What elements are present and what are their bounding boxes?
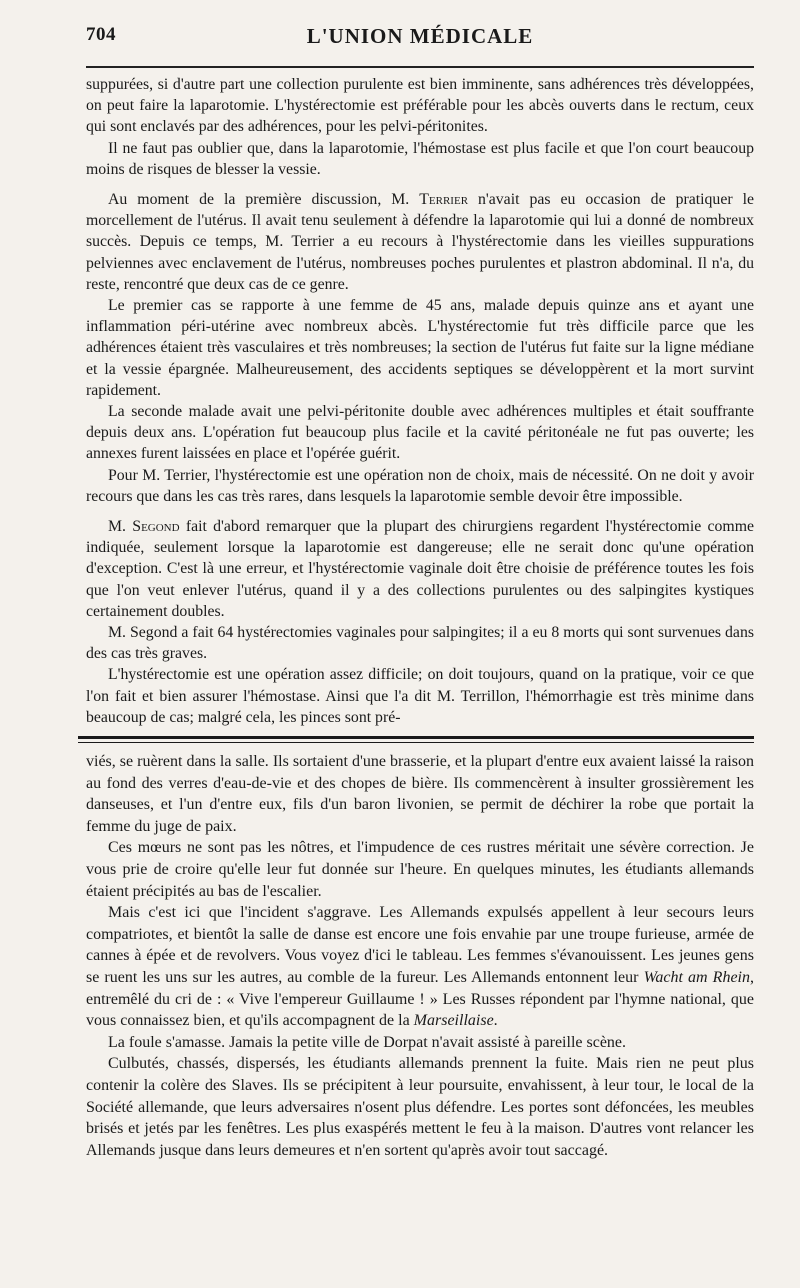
paragraph [86, 902, 754, 1032]
paragraph: Culbutés, chassés, dispersés, les étudiants allemands prennent la fuite. Mais rien ne peut plus contenir la colère des Slaves. Ils se précipitent à leur poursuite, envahissent, à leur tour, le local de la Société allemande, que leurs adversaires n'osent plus défendre. Les portes sont défoncées, les meubles brisés et jetés par les fenêtres. Les plus exaspérés mettent le feu à la maison. D'autres vont relancer les Allemands jusque dans leurs demeures et n'en sortent qu'après avoir tout saccagé. [86, 1055, 754, 1159]
paragraph [86, 516, 754, 622]
feuilleton-divider [78, 736, 754, 743]
paragraph: Pour M. Terrier, l'hystérectomie est une opération non de choix, mais de nécessité. On ne doit y avoir recours que dans les cas très rares, dans lesquels la laparotomie semble devoir être impossible. [86, 466, 754, 505]
header-rule [86, 66, 754, 68]
paragraph: La foule s'amasse. Jamais la petite ville de Dorpat n'avait assisté à pareille scène. [108, 1033, 627, 1051]
journal-title: L'UNION MÉDICALE [306, 24, 534, 48]
page-number: 704 [86, 24, 116, 45]
paragraph: suppurées, si d'autre part une collection purulente est bien imminente, sans adhérences très développées, on peut faire la laparotomie. L'hystérectomie est préférable pour les abcès ouverts dans le rectum, ceux qui sont enclavés par des adhérences, pour les pelvi-péritonites. [86, 76, 754, 136]
text-run: n'avait pas eu occasion de pratiquer le morcellement de l'utérus. Il avait tenu seulement à défendre la laparotomie qui lui a donné de nombreux succès. Depuis ce temps, M. Terrier a eu recours à l'hystérectomie dans les vieilles suppurations pelviennes avec enclavement de l'utérus, nombreuses poches purulentes et plastron abdominal. Il n'a, du reste, rencontré que deux cas de ce genre. [86, 191, 755, 293]
paragraph: M. Segond a fait 64 hystérectomies vaginales pour salpingites; il a eu 8 morts qui sont survenues dans des cas très graves. [86, 624, 754, 663]
text-run: fait d'abord remarquer que la plupart des chirurgiens regardent l'hystérectomie comme indiquée, seulement lorsque la laparotomie est dangereuse; elle ne serait donc qu'une opération d'exception. C'est là une erreur, et l'hystérectomie vaginale doit être choisie de préférence toutes les fois que l'on veut enlever l'utérus, quand il y a des collections purulentes ou des salpingites kystiques certainement doubles. [86, 518, 754, 620]
paragraph [86, 189, 754, 295]
paragraph: viés, se ruèrent dans la salle. Ils sortaient d'une brasserie, et la plupart d'entre eux avaient laissé la raison au fond des verres d'eau-de-vie et des chopes de bière. Ils commencèrent à insulter grossièrement les danseuses, et l'un d'entre eux, fils d'un baron livonien, se permit de déchirer la robe que portait la femme du juge de paix. [86, 753, 754, 835]
page-header [86, 14, 754, 48]
surgeon-name: Terrier [419, 191, 469, 209]
paragraph: Il ne faut pas oublier que, dans la laparotomie, l'hémostase est plus facile et que l'on court beaucoup moins de risques de blesser la vessie. [86, 139, 754, 178]
text-run: Mais c'est ici que l'incident s'aggrave. Les Allemands expulsés appellent à leur secours leurs compatriotes, et bientôt la salle de danse est encore une fois envahie par une troupe furieuse, armée de cannes à épée et de revolvers. Vous voyez d'ici le tableau. Les femmes s'évanouissent. Les jeunes gens se ruent les uns sur les autres, au comble de la fureur. Les Allemands entonnent leur [86, 904, 754, 987]
paragraph: Le premier cas se rapporte à une femme de 45 ans, malade depuis quinze ans et ayant une inflammation péri-utérine avec nombreux abcès. L'hystérectomie fut très difficile parce que les adhérences étaient très vasculaires et très nombreuses; la section de l'utérus fut faite sur la ligne médiane et la vessie épargnée. Malheureusement, des accidents septiques se développèrent et la mort survint rapidement. [86, 297, 754, 399]
article-upper-section [86, 74, 754, 728]
italic-title: Wacht am Rhein [643, 969, 751, 987]
text-run: . [493, 1012, 498, 1030]
text-run: , entremêlé du cri de : « Vive l'empereur Guillaume ! » Les Russes répondent par l'hymne national, que vous connaissez bien, et qu'ils accompagnent de la [86, 969, 755, 1030]
surgeon-name: Segond [132, 518, 180, 536]
feuilleton-section [86, 751, 754, 1161]
paragraph: Ces mœurs ne sont pas les nôtres, et l'impudence de ces rustres méritait une sévère correction. Je vous prie de croire qu'elle leur fut donnée sur l'heure. En quelques minutes, les étudiants allemands étaient précipités au bas de l'escalier. [86, 839, 754, 900]
italic-title: Marseillaise [413, 1012, 494, 1030]
text-run: Au moment de la première discussion, M. [108, 191, 420, 209]
paragraph: L'hystérectomie est une opération assez difficile; on doit toujours, quand on la pratique, voir ce que l'on fait et bien assurer l'hémostase. Ainsi que l'a dit M. Terrillon, l'hémorrhagie est très minime dans beaucoup de cas; malgré cela, les pinces sont pré- [86, 666, 754, 726]
text-run: M. [108, 518, 133, 536]
paragraph: La seconde malade avait une pelvi-péritonite double avec adhérences multiples et était souffrante depuis deux ans. L'opération fut beaucoup plus facile et la cavité péritonéale ne fut pas ouverte; les annexes furent laissées en place et l'opérée guérit. [86, 403, 754, 463]
